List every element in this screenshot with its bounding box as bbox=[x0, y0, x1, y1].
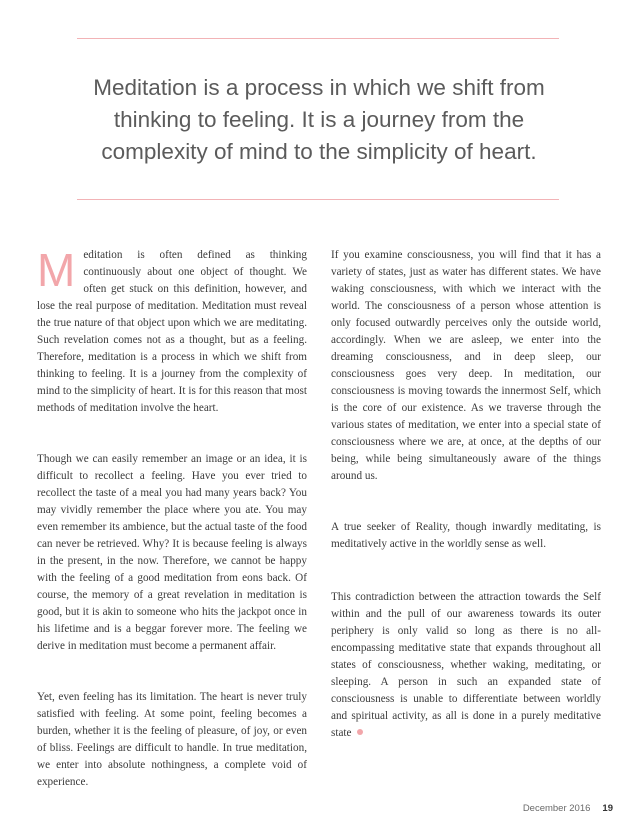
paragraph bbox=[331, 589, 601, 742]
paragraph: If you examine consciousness, you will find that it has a variety of states, just as water has different states. We have waking consciousness, with which we interact with the world. The consciousness of a person whose attention is only focused outwardly perceives only the outside world, accordingly. When we are asleep, we enter into the dreaming consciousness, and in deep sleep, our consciousness goes very deep. In meditation, our consciousness is moving towards the innermost Self, which is the core of our existence. As we traverse through the various states of meditation, we enter into a special state of consciousness where we are, at once, at the depths of our being, while being simultaneously aware of the things around us. bbox=[331, 249, 601, 482]
issue-date: December 2016 bbox=[522, 803, 591, 814]
end-of-article-icon bbox=[357, 729, 363, 735]
top-divider bbox=[77, 38, 559, 39]
paragraph bbox=[37, 244, 307, 417]
right-column bbox=[331, 247, 601, 776]
paragraph: A true seeker of Reality, though inwardly meditating, is meditatively active in the worldly sense as well. bbox=[331, 521, 601, 550]
paragraph-text: This contradiction between the attraction towards the Self within and the pull of our awareness towards its outer periphery is only valid so long as there is no all-encompassing meditative state that expands throughout all states of consciousness, whether waking, meditating, or sleeping. A person in such an expanded state of consciousness is unable to differentiate between worldly and spiritual activity, as all is done in a purely meditative state bbox=[331, 591, 601, 739]
pull-quote: Meditation is a process in which we shift from thinking to feeling. It is a journey from the complexity of mind to the simplicity of heart. bbox=[93, 75, 545, 164]
page-number: 19 bbox=[602, 803, 613, 814]
paragraph: Yet, even feeling has its limitation. The heart is never truly satisfied with feeling. At some point, feeling becomes a burden, whether it is the feeling of pleasure, of joy, or even of bliss. Feelings are difficult to handle. In true meditation, we enter into absolute nothingness, a complete void of experience. bbox=[37, 691, 307, 788]
left-column bbox=[37, 244, 307, 825]
paragraph: Though we can easily remember an image or an idea, it is difficult to recollect a feeling. Have you ever tried to recollect the taste of a meal you had many years back? You may vividly remember the place where you ate. You may even remember its ambience, but the actual taste of the food can never be retrieved. Why? It is because feeling is always in the present, in the now. Therefore, we cannot be happy with the feeling of a good meditation from eons back. Of course, the memory of a great revelation in meditation is good, but it is akin to someone who hits the jackpot once in his lifetime and is a beggar forever more. The feeling we derive in meditation must become a permanent affair. bbox=[37, 453, 307, 652]
bottom-divider bbox=[77, 199, 559, 200]
paragraph-text: editation is often defined as thinking continuously about one object of thought. We often get stuck on this definition, however, and lose the real purpose of meditation. Meditation must reveal the true nature of that object upon which we are meditating. Such revelation comes not as a thought, but as a feeling. Therefore, meditation is a process in which we shift from thinking to feeling. It is a journey from the complexity of mind to the simplicity of heart. It is for this reason that most methods of meditation involve the heart. bbox=[37, 249, 307, 414]
drop-cap: M bbox=[37, 244, 76, 296]
page-footer bbox=[523, 803, 613, 814]
